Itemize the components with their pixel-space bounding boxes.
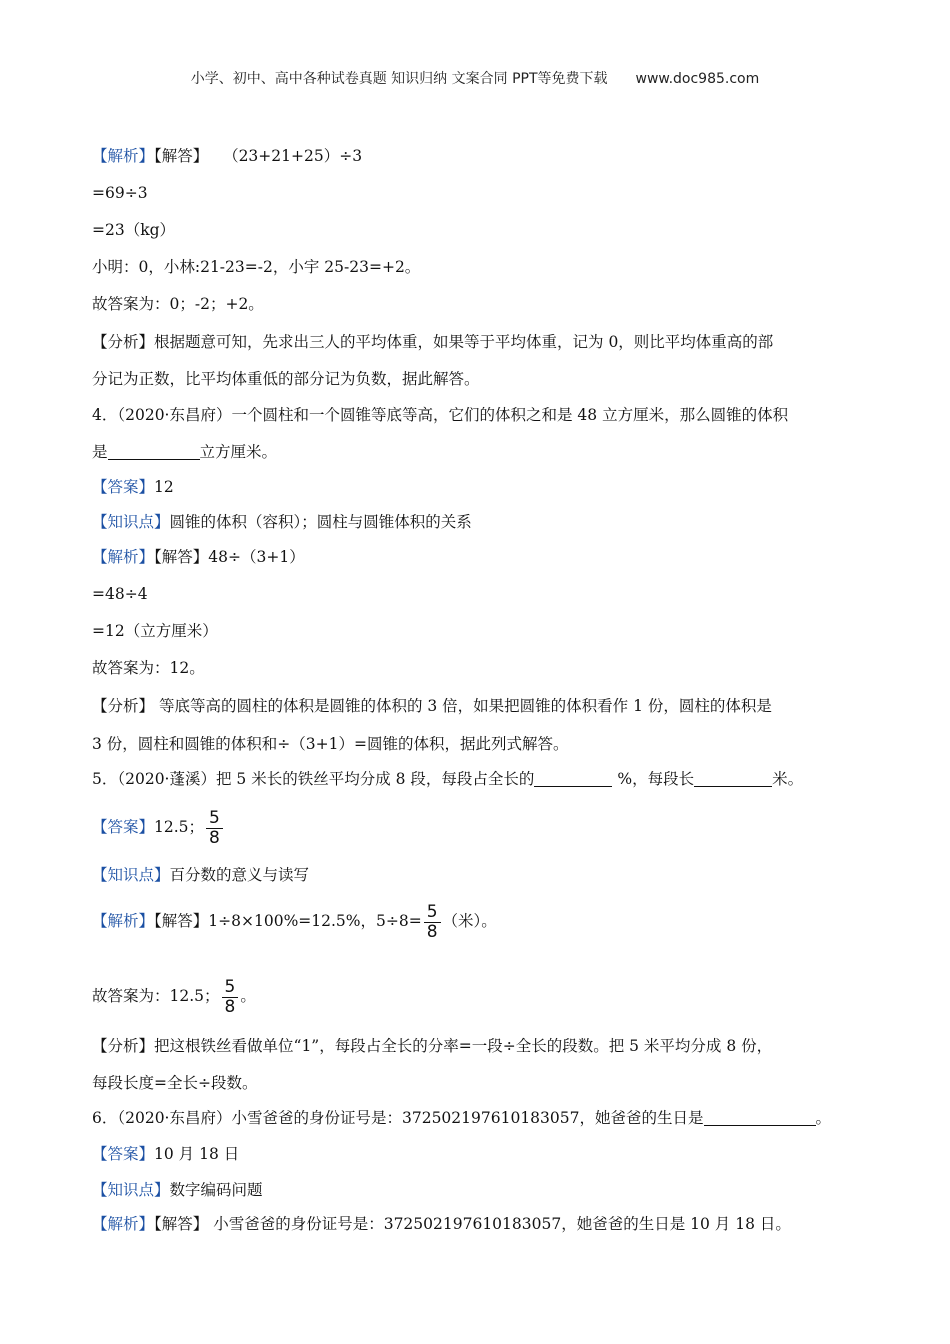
q4-fenxi-text-1: 等底等高的圆柱的体积是圆锥的体积的 3 倍，如果把圆锥的体积看作 1 份，圆柱的体积是	[154, 697, 772, 715]
q3-step-2: =69÷3	[92, 184, 148, 202]
q4-answer-line	[92, 476, 174, 498]
q5-fenxi-line-1	[92, 1035, 772, 1057]
q6-knowledge: 数字编码问题	[169, 1181, 263, 1199]
q5-fenxi-line-2: 每段长度=全长÷段数。	[92, 1074, 258, 1092]
q5-answer-line	[92, 806, 225, 848]
q6-stem-post: 。	[815, 1109, 832, 1127]
tag-jiexi: 【解析】	[92, 912, 155, 930]
header-site-link[interactable]: www.doc985.com	[635, 71, 760, 87]
fraction-denominator: 8	[206, 828, 223, 848]
tag-jieda: 【解答】	[154, 147, 209, 165]
q5-stem	[92, 768, 803, 790]
q3-fenxi-line-2: 分记为正数，比平均体重低的部分记为负数，据此解答。	[92, 370, 480, 388]
q4-knowledge: 圆锥的体积（容积）；圆柱与圆锥体积的关系	[169, 513, 472, 531]
q4-step-3: =12（立方厘米）	[92, 622, 218, 640]
q5-answer-fraction	[206, 809, 223, 848]
q3-conclusion: 故答案为：0；-2；+2。	[92, 295, 264, 313]
tag-fenxi: 【分析】	[92, 333, 155, 351]
q4-stem-line-1: 4．（2020·东昌府）一个圆柱和一个圆锥等底等高，它们的体积之和是 48 立方厘米，那么圆锥的体积	[92, 406, 789, 424]
header-text: 小学、初中、高中各种试卷真题 知识归纳 文案合同 PPT等免费下载	[190, 71, 608, 87]
q3-step-3: =23（kg）	[92, 221, 176, 239]
q6-jiexi-line	[92, 1213, 791, 1235]
q5-conclusion-post: 。	[240, 987, 256, 1005]
q3-fenxi-text-1: 根据题意可知，先求出三人的平均体重，如果等于平均体重，记为 0，则比平均体重高的部	[154, 333, 774, 351]
q5-conclusion-pre: 故答案为：12.5；	[92, 987, 220, 1005]
tag-jieda: 【解答】	[154, 548, 209, 566]
q5-fenxi-text-1: 把这根铁丝看做单位“1”，每段占全长的分率=一段÷全长的段数。把 5 米平均分成 8 份，	[154, 1037, 773, 1055]
q5-jiexi-line	[92, 900, 497, 942]
q4-stem-post: 立方厘米。	[199, 443, 278, 461]
tag-jieda: 【解答】	[154, 1215, 209, 1233]
q5-knowledge: 百分数的意义与读写	[169, 866, 310, 884]
fraction-denominator: 8	[424, 922, 441, 942]
tag-jieda: 【解答】	[154, 912, 209, 930]
tag-daan: 【答案】	[92, 478, 155, 496]
q3-step-4: 小明：0，小林:21-23=-2，小宇 25-23=+2。	[92, 258, 421, 276]
tag-daan: 【答案】	[92, 818, 155, 836]
q4-step-2: =48÷4	[92, 585, 148, 603]
q4-fenxi-line-1	[92, 695, 772, 717]
fraction-numerator: 5	[209, 807, 220, 828]
q4-jiexi-line	[92, 546, 305, 568]
tag-zhishidian: 【知识点】	[92, 866, 170, 884]
tag-jiexi: 【解析】	[92, 548, 155, 566]
q4-knowledge-line	[92, 511, 472, 533]
tag-zhishidian: 【知识点】	[92, 513, 170, 531]
tag-fenxi: 【分析】	[92, 697, 155, 715]
q6-calc: 小雪爸爸的身份证号是：372502197610183057，她爸爸的生日是 10 月 18 日。	[208, 1215, 791, 1233]
q5-conclusion-fraction	[222, 978, 239, 1017]
q5-stem-mid: %，每段长	[612, 770, 695, 788]
page-header	[0, 68, 950, 88]
q5-knowledge-line	[92, 864, 309, 886]
q3-calc: （23+21+25）÷3	[223, 147, 363, 165]
q5-conclusion	[92, 975, 256, 1017]
fraction-denominator: 8	[222, 997, 239, 1017]
q3-jiexi-line	[92, 145, 362, 167]
q5-calc-fraction	[424, 903, 441, 942]
tag-jiexi: 【解析】	[92, 1215, 155, 1233]
tag-daan: 【答案】	[92, 1145, 155, 1163]
q6-answer-line	[92, 1143, 239, 1165]
q4-answer-blank[interactable]	[108, 443, 200, 460]
fraction-numerator: 5	[426, 901, 438, 922]
q4-conclusion: 故答案为：12。	[92, 659, 205, 677]
q4-stem-pre: 是	[92, 443, 108, 461]
fraction-numerator: 5	[224, 976, 236, 997]
q6-knowledge-line	[92, 1179, 263, 1201]
q3-fenxi-line-1	[92, 331, 773, 353]
q6-stem	[92, 1107, 831, 1129]
q6-answer-blank[interactable]	[704, 1109, 816, 1126]
tag-jiexi: 【解析】	[92, 147, 155, 165]
tag-fenxi: 【分析】	[92, 1037, 155, 1055]
q4-stem-line-2	[92, 441, 277, 463]
tag-zhishidian: 【知识点】	[92, 1181, 170, 1199]
q5-percent-blank[interactable]	[534, 770, 612, 787]
q5-stem-pre: 5．（2020·蓬溪）把 5 米长的铁丝平均分成 8 段，每段占全长的	[92, 770, 535, 788]
q4-fenxi-line-2: 3 份，圆柱和圆锥的体积和÷（3+1）=圆锥的体积，据此列式解答。	[92, 735, 569, 753]
q5-calc-post: （米）。	[442, 912, 497, 930]
q5-stem-post: 米。	[772, 770, 804, 788]
q4-answer: 12	[154, 478, 174, 496]
q6-answer: 10 月 18 日	[154, 1145, 240, 1163]
q4-calc: 48÷（3+1）	[208, 548, 305, 566]
q6-stem-pre: 6．（2020·东昌府）小雪爸爸的身份证号是：372502197610183057，她爸爸的生日是	[92, 1109, 704, 1127]
q5-calc-pre: 1÷8×100%=12.5%，5÷8=	[208, 912, 422, 930]
q5-length-blank[interactable]	[694, 770, 772, 787]
q5-answer-pre: 12.5；	[154, 818, 205, 836]
